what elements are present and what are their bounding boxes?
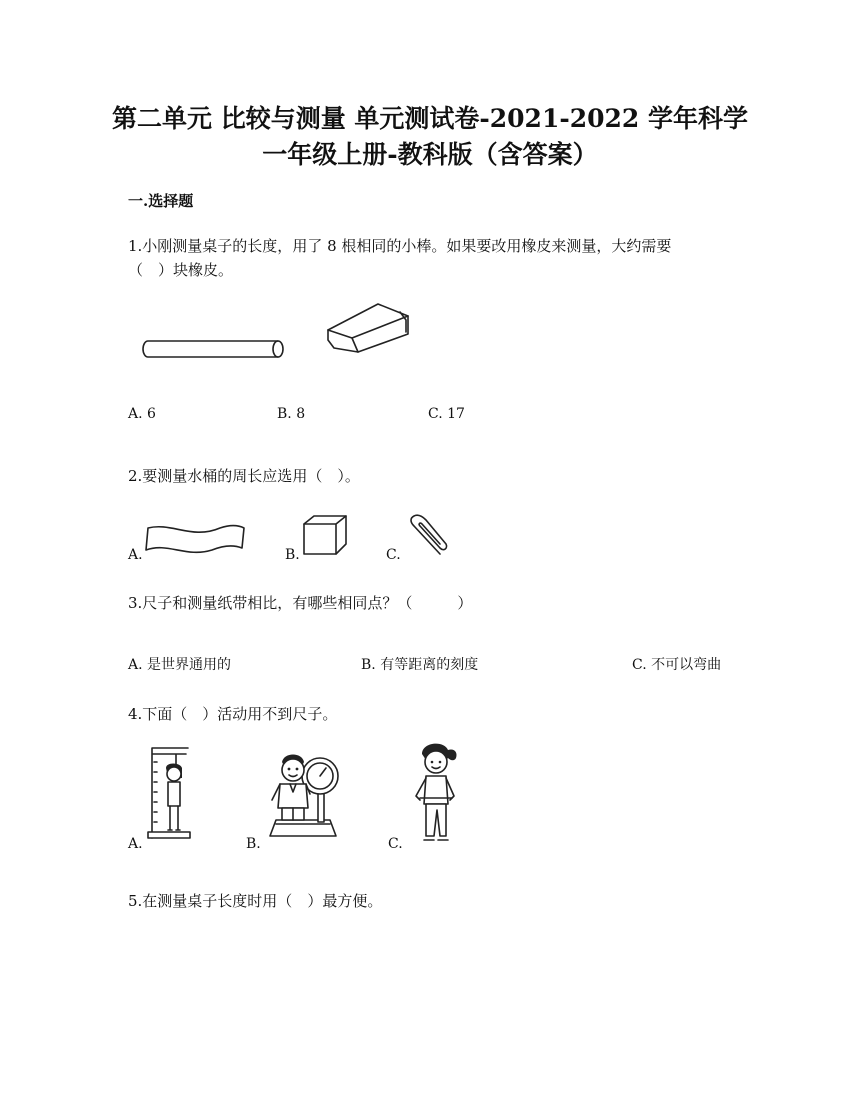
q3-option-b[interactable]: B. 有等距离的刻度 bbox=[361, 657, 479, 673]
cube-icon bbox=[302, 514, 350, 556]
weighing-scale-icon bbox=[264, 750, 344, 840]
q2-option-c[interactable]: C. bbox=[386, 547, 401, 563]
section-heading: 一.选择题 bbox=[128, 192, 194, 210]
q4-option-c[interactable]: C. bbox=[388, 836, 403, 852]
q4-option-b[interactable]: B. bbox=[246, 836, 261, 852]
q1-option-b[interactable]: B. 8 bbox=[277, 406, 306, 422]
question-5-text: 5.在测量桌子长度时用（ ）最方便。 bbox=[128, 892, 383, 910]
q2-option-b[interactable]: B. bbox=[285, 547, 300, 563]
q3-option-a[interactable]: A. 是世界通用的 bbox=[128, 657, 232, 673]
height-measure-icon bbox=[146, 742, 196, 840]
question-1-text-line-1: 1.小刚测量桌子的长度，用了 8 根相同的小棒。如果要改用橡皮来测量，大约需要 bbox=[128, 237, 672, 255]
document-title-line-1: 第二单元 比较与测量 单元测试卷-2021-2022 学年科学 bbox=[111, 104, 749, 133]
q2-option-a[interactable]: A. bbox=[128, 547, 143, 563]
question-2-text: 2.要测量水桶的周长应选用（ ）。 bbox=[128, 467, 360, 485]
paper-clip-icon bbox=[404, 512, 452, 560]
document-title-line-2: 一年级上册-教科版（含答案） bbox=[262, 140, 598, 169]
question-4-text: 4.下面（ ）活动用不到尺子。 bbox=[128, 705, 338, 723]
girl-waist-measure-icon bbox=[406, 740, 466, 846]
stick-icon bbox=[138, 335, 290, 365]
q1-option-a[interactable]: A. 6 bbox=[128, 406, 156, 422]
paper-strip-icon bbox=[142, 522, 248, 558]
q4-option-a[interactable]: A. bbox=[128, 836, 143, 852]
q1-option-c[interactable]: C. 17 bbox=[428, 406, 465, 422]
question-1-text-line-2: （ ）块橡皮。 bbox=[128, 261, 234, 279]
question-3-text: 3.尺子和测量纸带相比，有哪些相同点？（ ） bbox=[128, 594, 473, 612]
eraser-icon bbox=[322, 300, 414, 358]
q3-option-c[interactable]: C. 不可以弯曲 bbox=[632, 657, 722, 673]
